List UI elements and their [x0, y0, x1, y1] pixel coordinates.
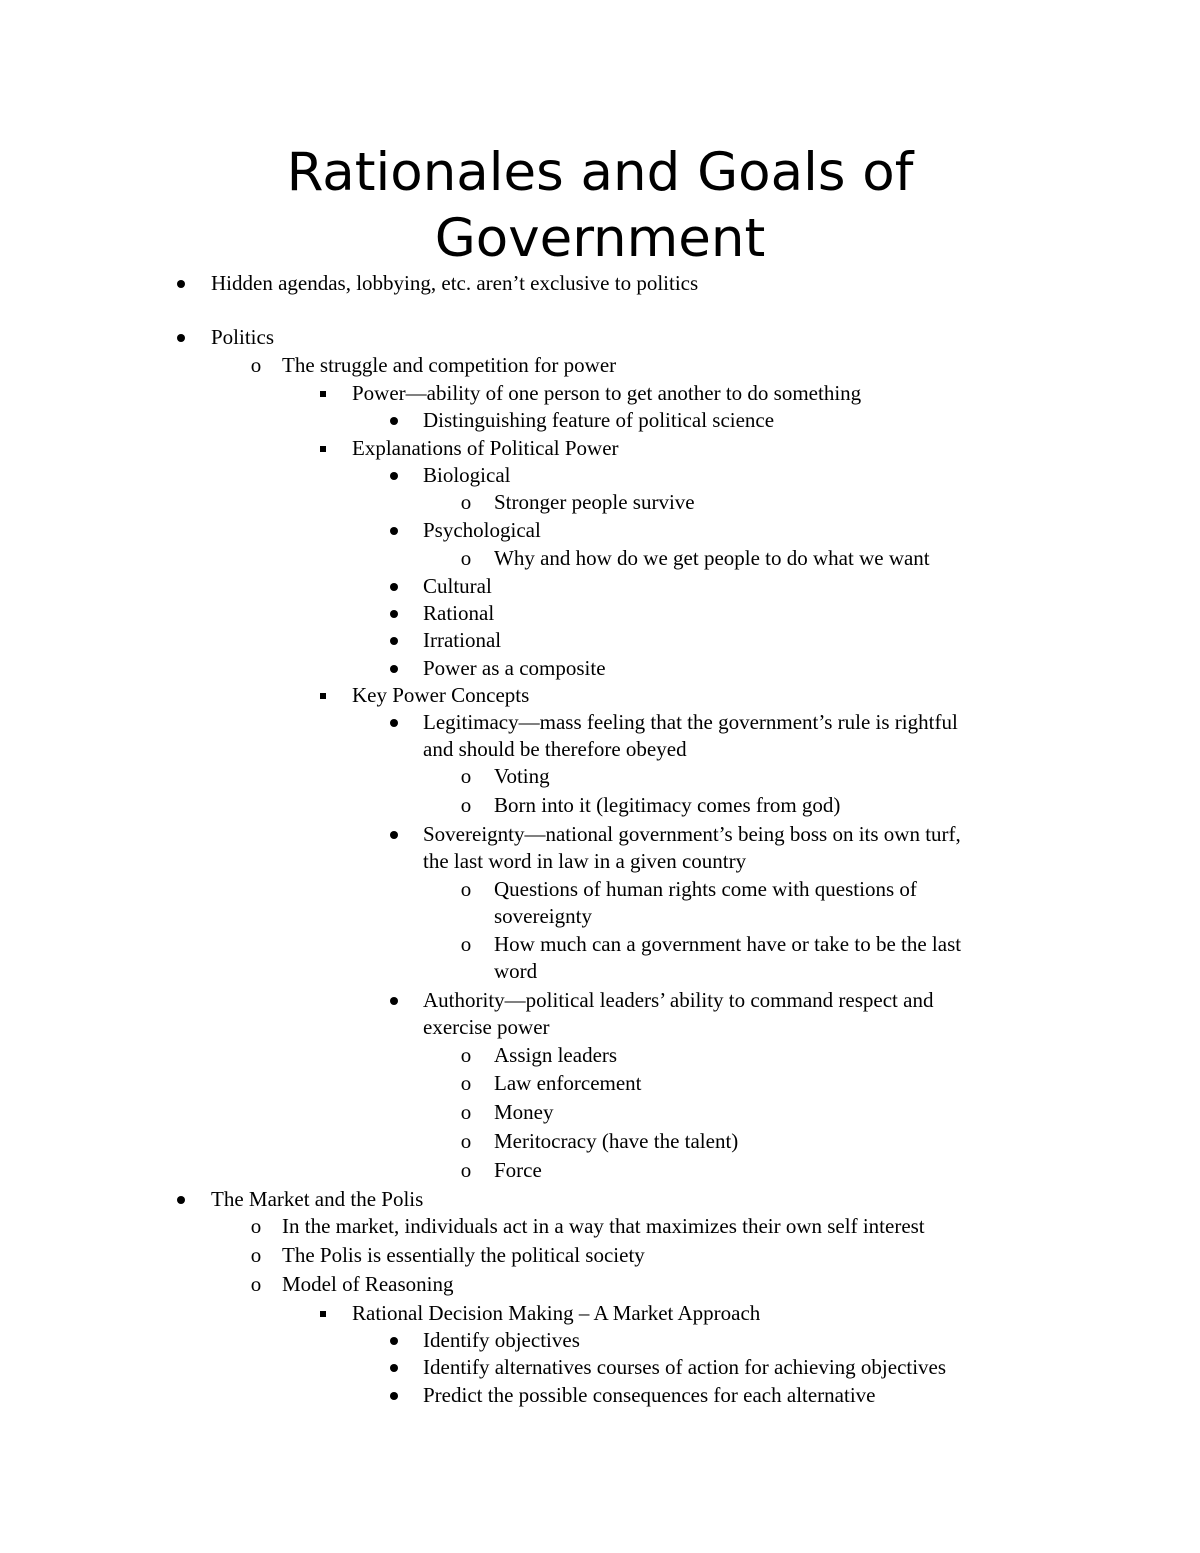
list-item: In the market, individuals act in a way that maximizes their own self interest [282, 1214, 925, 1238]
list-item: Key Power Concepts [352, 683, 530, 707]
bullet-dot-icon [171, 1186, 191, 1213]
bullet-dot-icon [171, 324, 191, 351]
list-item: Force [494, 1158, 542, 1182]
bullet-dot-icon [384, 517, 404, 544]
bullet-circle-icon: o [250, 1243, 262, 1267]
bullet-square-icon [313, 380, 333, 407]
list-item: Predict the possible consequences for each alternative [423, 1383, 876, 1407]
list-item-continuation: the last word in law in a given country [423, 849, 747, 873]
bullet-dot-icon [384, 987, 404, 1014]
list-item: Stronger people survive [494, 490, 695, 514]
bullet-dot-icon [384, 1354, 404, 1381]
bullet-square-icon [313, 435, 333, 462]
list-item: Identify alternatives courses of action for achieving objectives [423, 1355, 947, 1379]
list-item: The Polis is essentially the political society [282, 1243, 645, 1267]
list-item: How much can a government have or take to be the last [494, 932, 962, 956]
list-item: Cultural [423, 574, 492, 598]
list-item-continuation: exercise power [423, 1015, 550, 1039]
list-item-continuation: word [494, 959, 538, 983]
list-item: Power as a composite [423, 656, 606, 680]
bullet-square-icon [313, 682, 333, 709]
bullet-circle-icon: o [250, 353, 262, 377]
bullet-circle-icon: o [460, 1100, 472, 1124]
bullet-circle-icon: o [460, 764, 472, 788]
bullet-circle-icon: o [460, 877, 472, 901]
bullet-circle-icon: o [250, 1214, 262, 1238]
bullet-dot-icon [384, 709, 404, 736]
list-item: Distinguishing feature of political science [423, 408, 775, 432]
bullet-dot-icon [384, 655, 404, 682]
list-item: Law enforcement [494, 1071, 642, 1095]
title-line-2: Government [434, 208, 766, 269]
bullet-dot-icon [384, 407, 404, 434]
list-item: Meritocracy (have the talent) [494, 1129, 739, 1153]
list-item: Sovereignty—national government’s being boss on its own turf, [423, 822, 961, 846]
list-item: Power—ability of one person to get another to do something [352, 381, 862, 405]
list-item-continuation: sovereignty [494, 904, 592, 928]
bullet-circle-icon: o [460, 546, 472, 570]
bullet-circle-icon: o [460, 932, 472, 956]
bullet-dot-icon [384, 573, 404, 600]
bullet-dot-icon [171, 270, 191, 297]
list-item: Biological [423, 463, 511, 487]
list-item: Psychological [423, 518, 541, 542]
bullet-circle-icon: o [250, 1272, 262, 1296]
list-item: Rational [423, 601, 495, 625]
bullet-circle-icon: o [460, 1071, 472, 1095]
bullet-dot-icon [384, 462, 404, 489]
bullet-dot-icon [384, 1382, 404, 1409]
document-title [0, 140, 1200, 272]
bullet-dot-icon [384, 1327, 404, 1354]
list-item: Explanations of Political Power [352, 436, 619, 460]
list-item: Authority—political leaders’ ability to command respect and [423, 988, 934, 1012]
list-item: Legitimacy—mass feeling that the government’s rule is rightful [423, 710, 958, 734]
list-item-continuation: and should be therefore obeyed [423, 737, 687, 761]
list-item: The struggle and competition for power [282, 353, 617, 377]
bullet-dot-icon [384, 821, 404, 848]
list-item: The Market and the Polis [211, 1187, 424, 1211]
list-item: Politics [211, 325, 275, 349]
bullet-circle-icon: o [460, 1043, 472, 1067]
list-item: Money [494, 1100, 554, 1124]
list-item: Model of Reasoning [282, 1272, 454, 1296]
bullet-circle-icon: o [460, 490, 472, 514]
bullet-circle-icon: o [460, 1158, 472, 1182]
list-item: Questions of human rights come with questions of [494, 877, 917, 901]
bullet-dot-icon [384, 627, 404, 654]
list-item: Why and how do we get people to do what we want [494, 546, 930, 570]
list-item: Identify objectives [423, 1328, 580, 1352]
title-line-1: Rationales and Goals of [286, 142, 914, 203]
list-item: Irrational [423, 628, 502, 652]
list-item: Assign leaders [494, 1043, 618, 1067]
list-item: Hidden agendas, lobbying, etc. aren’t exclusive to politics [211, 271, 699, 295]
list-item: Voting [494, 764, 550, 788]
bullet-dot-icon [384, 600, 404, 627]
bullet-square-icon [313, 1300, 333, 1327]
bullet-circle-icon: o [460, 793, 472, 817]
list-item: Born into it (legitimacy comes from god) [494, 793, 841, 817]
bullet-circle-icon: o [460, 1129, 472, 1153]
list-item: Rational Decision Making – A Market Approach [352, 1301, 761, 1325]
